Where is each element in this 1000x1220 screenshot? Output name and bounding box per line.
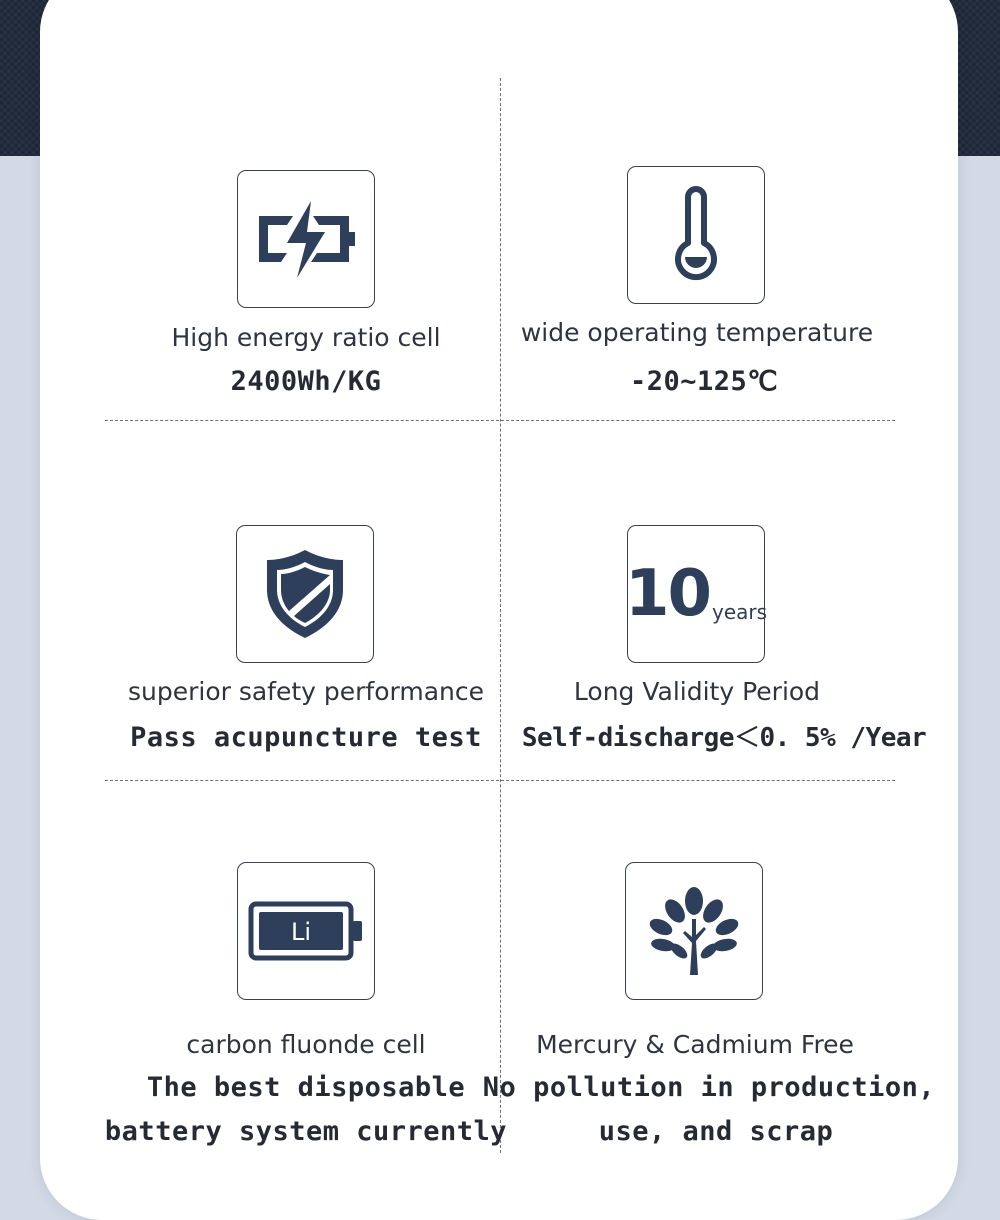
feature-1-detail: 2400Wh/KG [230,366,382,397]
ten-years-icon [624,525,768,663]
lithium-battery-icon [237,862,375,1000]
feature-2-label: wide operating temperature [520,318,874,347]
feature-6-detail-line-1: No pollution in production, [482,1072,936,1103]
thermometer-icon [627,166,765,304]
feature-6-detail-line-2: use, and scrap [598,1116,834,1147]
feature-4-detail: Self-discharge＜0. 5% /Year [521,723,927,753]
horizontal-divider-2 [105,780,895,781]
feature-3-detail: Pass acupuncture test [130,722,482,753]
shield-icon [236,525,374,663]
feature-5-label: carbon fluonde cell [186,1030,426,1059]
feature-1-label: High energy ratio cell [171,323,441,352]
feature-4-label: Long Validity Period [573,677,821,706]
ten-years-number: 10 [624,557,711,631]
battery-charging-icon [237,170,375,308]
ten-years-unit: years [712,600,768,624]
feature-2-detail: -20~125℃ [629,366,779,397]
feature-6-label: Mercury & Cadmium Free [536,1030,854,1059]
feature-3-label: superior safety performance [127,677,485,706]
vertical-divider [500,78,501,1153]
feature-5-detail-line-2: battery system currently [104,1116,508,1147]
lithium-label: Li [290,918,312,946]
tree-icon [625,862,763,1000]
horizontal-divider-1 [105,420,895,421]
feature-5-detail-line-1: The best disposable [146,1072,466,1103]
